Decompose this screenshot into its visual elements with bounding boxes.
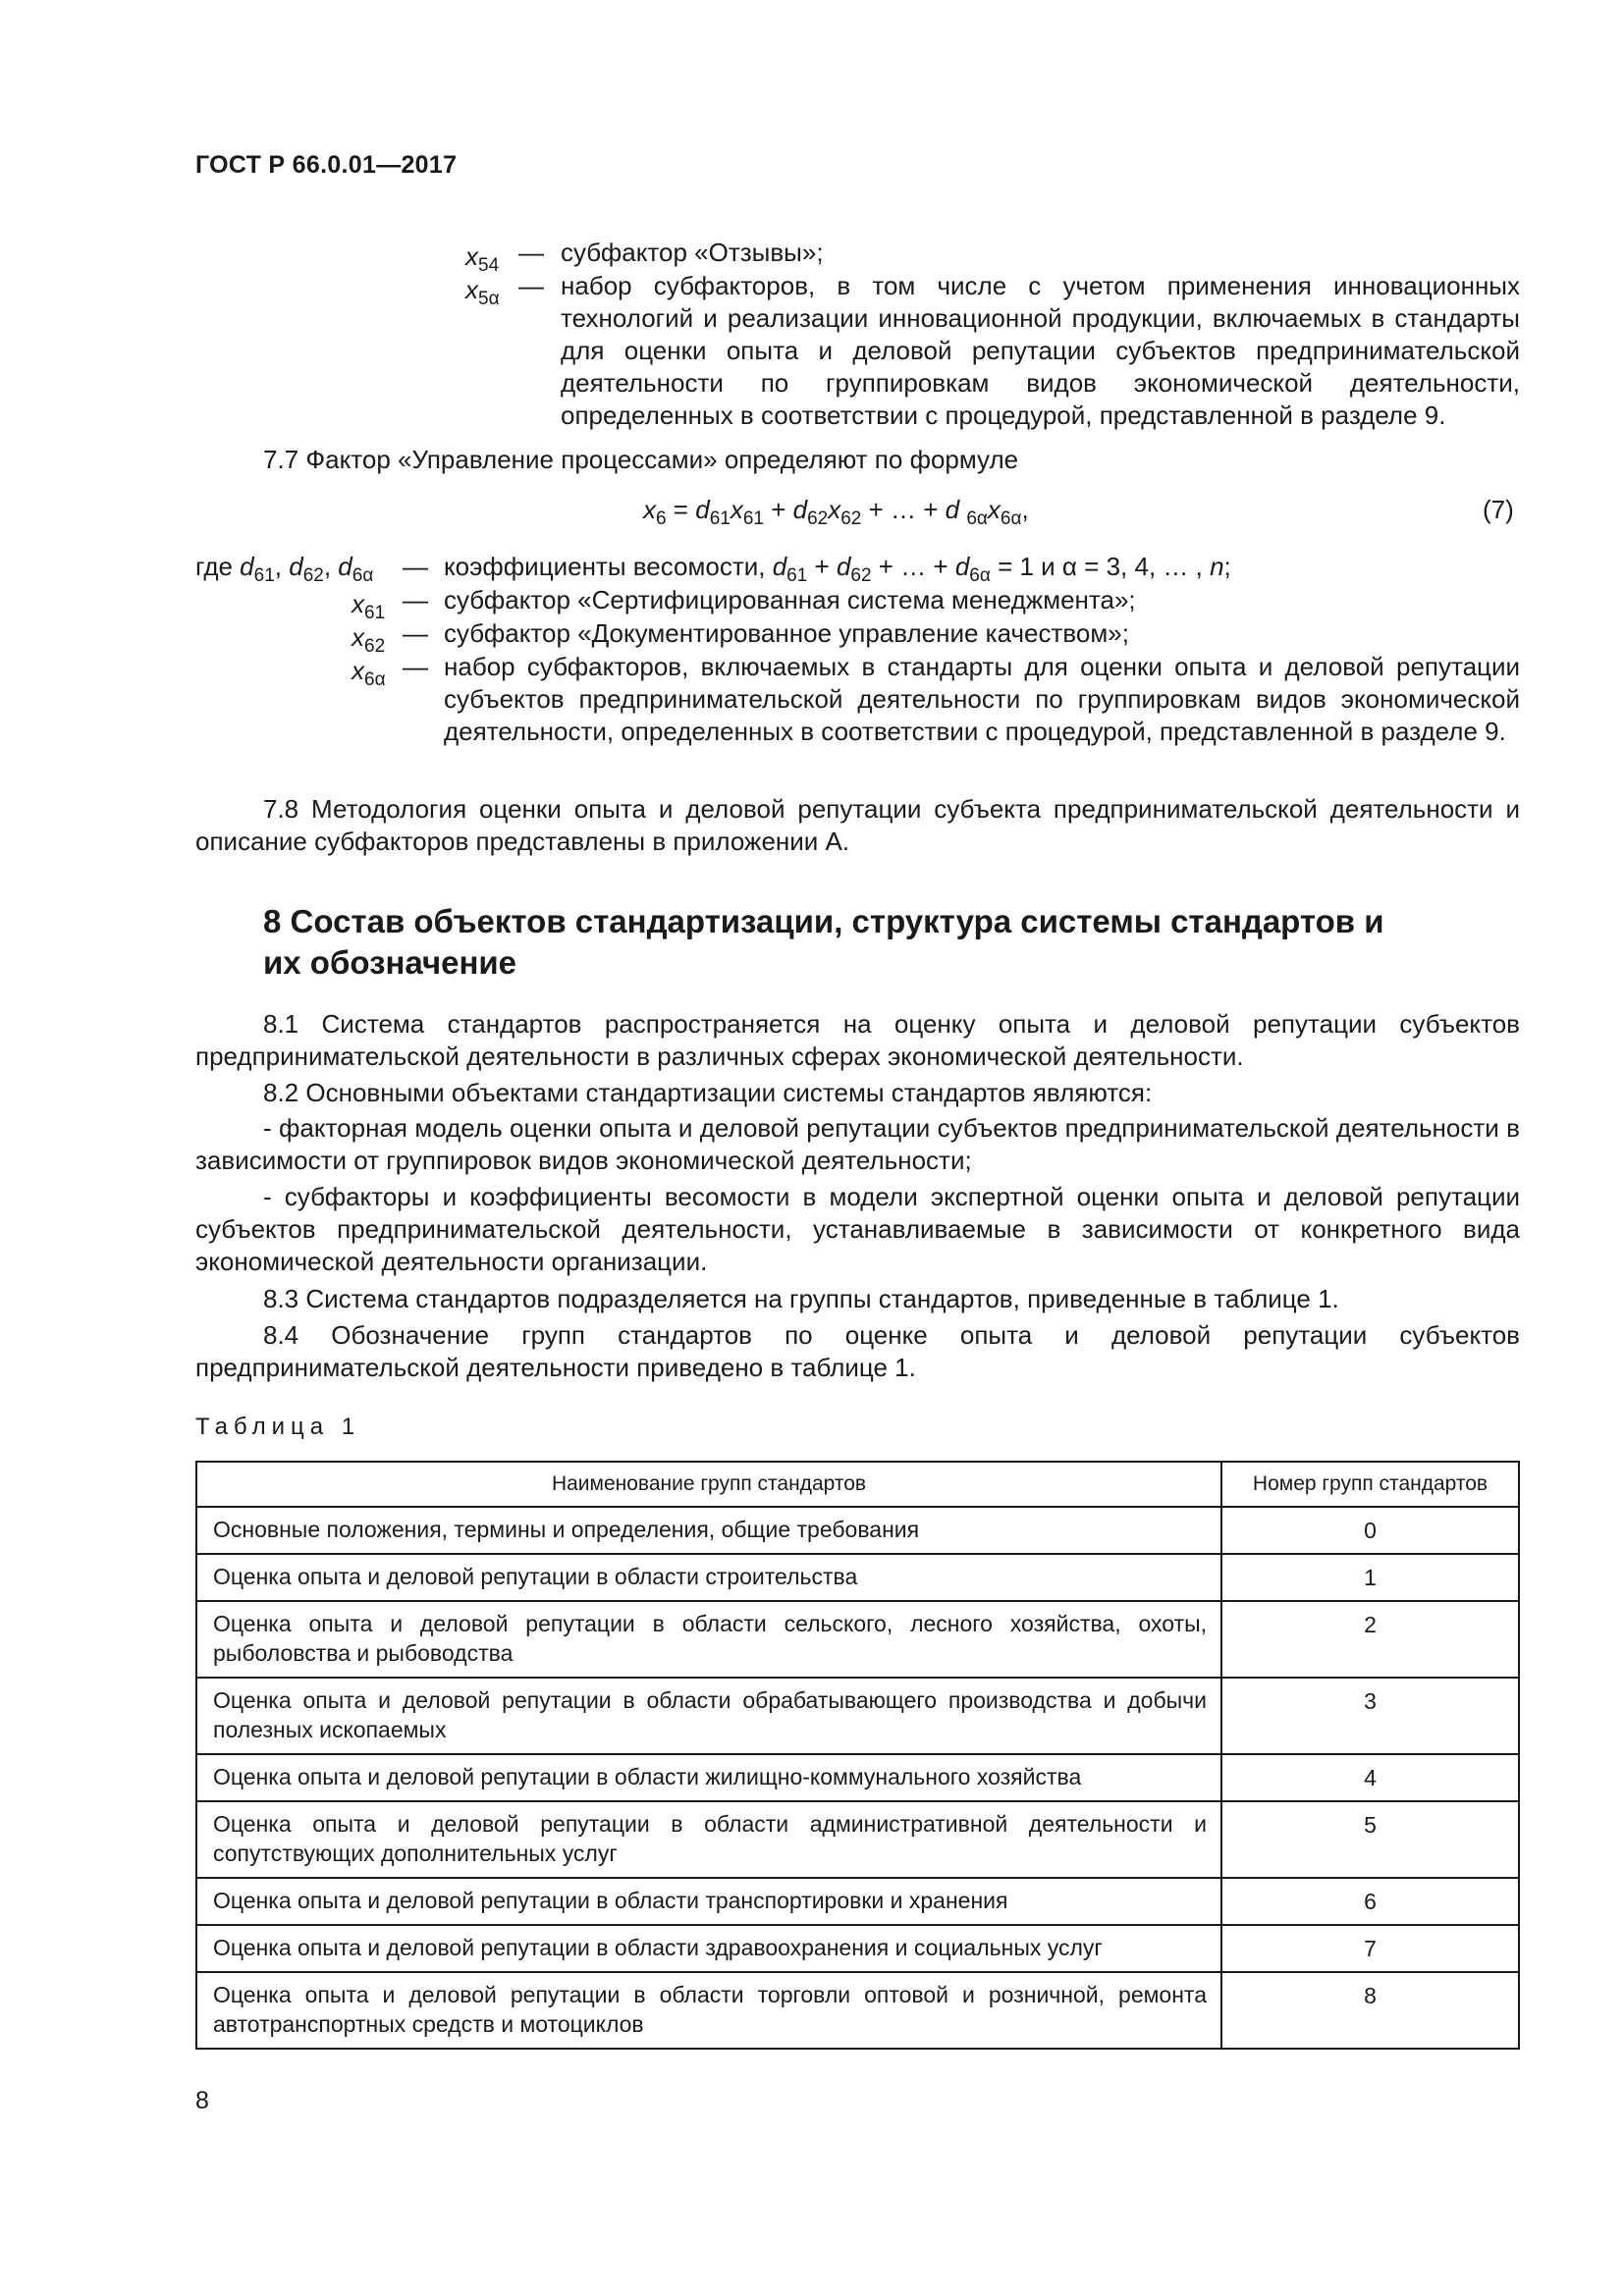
- table-row: [196, 1754, 1519, 1801]
- dash: —: [403, 585, 428, 614]
- para-8-2: 8.2 Основными объектами стандартизации системы стандартов являются:: [263, 1078, 1153, 1107]
- where-coefficients: где $d_{61}$, $d_{62}$, $d_{6\alpha}$: [195, 552, 374, 586]
- table-row: [196, 1554, 1519, 1601]
- dash: —: [403, 552, 428, 581]
- def-x5a-text: набор субфакторов, в том числе с учетом применения инновационных технологий и реализации инновационной продукции, включаемых в стандарты для оценки опыта и деловой репутации субъектов предпринимательской деятельности по группировкам видов экономической деятельности, определенных в соответствии с процедурой, представленной в разделе 9.: [561, 271, 1520, 430]
- formula-7: $x_6 = d_{61}x_{61} + d_{62}x_{62}$ + … + d $_{6\alpha}x_{6\alpha}$,: [643, 495, 1029, 529]
- group-name: Оценка опыта и деловой репутации в области здравоохранения и социальных услуг: [196, 1925, 1221, 1972]
- group-number: 3: [1221, 1678, 1519, 1754]
- section-8-title: 8 Состав объектов стандартизации, структура системы стандартов и их обозначение: [263, 903, 1384, 981]
- var-x6a: $x_{6\alpha}$: [352, 656, 386, 690]
- group-name: Оценка опыта и деловой репутации в области транспортировки и хранения: [196, 1878, 1221, 1925]
- group-number: 8: [1221, 1972, 1519, 2049]
- group-number: 6: [1221, 1878, 1519, 1925]
- table-row: [196, 1678, 1519, 1754]
- column-header-name: Наименование групп стандартов: [196, 1462, 1221, 1507]
- para-8-4: 8.4 Обозначение групп стандартов по оценке опыта и деловой репутации субъектов предпринимательской деятельности приведено в таблице 1.: [195, 1320, 1520, 1382]
- para-7-8: 7.8 Методология оценки опыта и деловой репутации субъекта предпринимательской деятельности и описание субфакторов представлены в приложении А.: [195, 794, 1520, 856]
- table-header-row: [196, 1462, 1519, 1507]
- group-name: Оценка опыта и деловой репутации в области сельского, лесного хозяйства, охоты, рыболовства и рыбоводства: [196, 1601, 1221, 1678]
- group-name: Оценка опыта и деловой репутации в области жилищно-коммунального хозяйства: [196, 1754, 1221, 1801]
- para-7-7: 7.7 Фактор «Управление процессами» определяют по формуле: [263, 445, 1019, 474]
- table-caption: Таблица 1: [195, 1414, 361, 1440]
- group-name: Оценка опыта и деловой репутации в области торговли оптовой и розничной, ремонта автотранспортных средств и мотоциклов: [196, 1972, 1221, 2049]
- group-number: 4: [1221, 1754, 1519, 1801]
- def-x61-text: субфактор «Сертифицированная система менеджмента»;: [444, 585, 1136, 614]
- def-x62-text: субфактор «Документированное управление качеством»;: [444, 618, 1129, 648]
- var-x54: $x_{54}$: [465, 241, 500, 276]
- group-number: 1: [1221, 1554, 1519, 1601]
- group-name: Оценка опыта и деловой репутации в области обрабатывающего производства и добычи полезных ископаемых: [196, 1678, 1221, 1754]
- def-coefficients-text: коэффициенты весомости, $d_{61} + d_{62}$ + … + $d_{6\alpha} = 1$ и α = 3, 4, … , n;: [444, 552, 1231, 586]
- para-8-1: 8.1 Система стандартов распространяется на оценку опыта и деловой репутации субъектов предпринимательской деятельности в различных сферах экономической деятельности.: [195, 1009, 1520, 1071]
- page-number: 8: [195, 2087, 209, 2114]
- dash: —: [403, 618, 428, 648]
- document-header: ГОСТ Р 66.0.01—2017: [195, 151, 458, 179]
- group-number: 2: [1221, 1601, 1519, 1678]
- group-name: Основные положения, термины и определения, общие требования: [196, 1507, 1221, 1554]
- var-x5a: $x_{5\alpha}$: [465, 275, 500, 309]
- group-name: Оценка опыта и деловой репутации в области административной деятельности и сопутствующих дополнительных услуг: [196, 1801, 1221, 1878]
- group-name: Оценка опыта и деловой репутации в области строительства: [196, 1554, 1221, 1601]
- dash: —: [403, 652, 428, 681]
- var-x61: $x_{61}$: [352, 589, 386, 623]
- bullet-2: - субфакторы и коэффициенты весомости в модели экспертной оценки опыта и деловой репутации субъектов предпринимательской деятельности, устанавливаемые в зависимости от конкретного вида экономической деятельности организации.: [195, 1182, 1520, 1276]
- formula-number: (7): [1483, 495, 1514, 524]
- table-row: [196, 1878, 1519, 1925]
- var-x62: $x_{62}$: [352, 622, 386, 657]
- table-row: [196, 1601, 1519, 1678]
- dash: —: [518, 238, 544, 267]
- bullet-1: - факторная модель оценки опыта и деловой репутации субъектов предпринимательской деятельности в зависимости от группировок видов экономической деятельности;: [195, 1113, 1520, 1175]
- group-number: 0: [1221, 1507, 1519, 1554]
- table-row: [196, 1972, 1519, 2049]
- table-row: [196, 1507, 1519, 1554]
- table-row: [196, 1801, 1519, 1878]
- standards-groups-table: [195, 1461, 1520, 2050]
- def-x6a-text: набор субфакторов, включаемых в стандарты для оценки опыта и деловой репутации субъектов предпринимательской деятельности по группировкам видов экономической деятельности, определенных в соответствии с процедурой, представленной в разделе 9.: [444, 652, 1520, 746]
- para-8-3: 8.3 Система стандартов подразделяется на группы стандартов, приведенные в таблице 1.: [263, 1284, 1339, 1313]
- group-number: 7: [1221, 1925, 1519, 1972]
- dash: —: [518, 271, 544, 300]
- table-row: [196, 1925, 1519, 1972]
- def-x54-text: субфактор «Отзывы»;: [561, 238, 824, 267]
- group-number: 5: [1221, 1801, 1519, 1878]
- column-header-number: Номер групп стандартов: [1221, 1462, 1519, 1507]
